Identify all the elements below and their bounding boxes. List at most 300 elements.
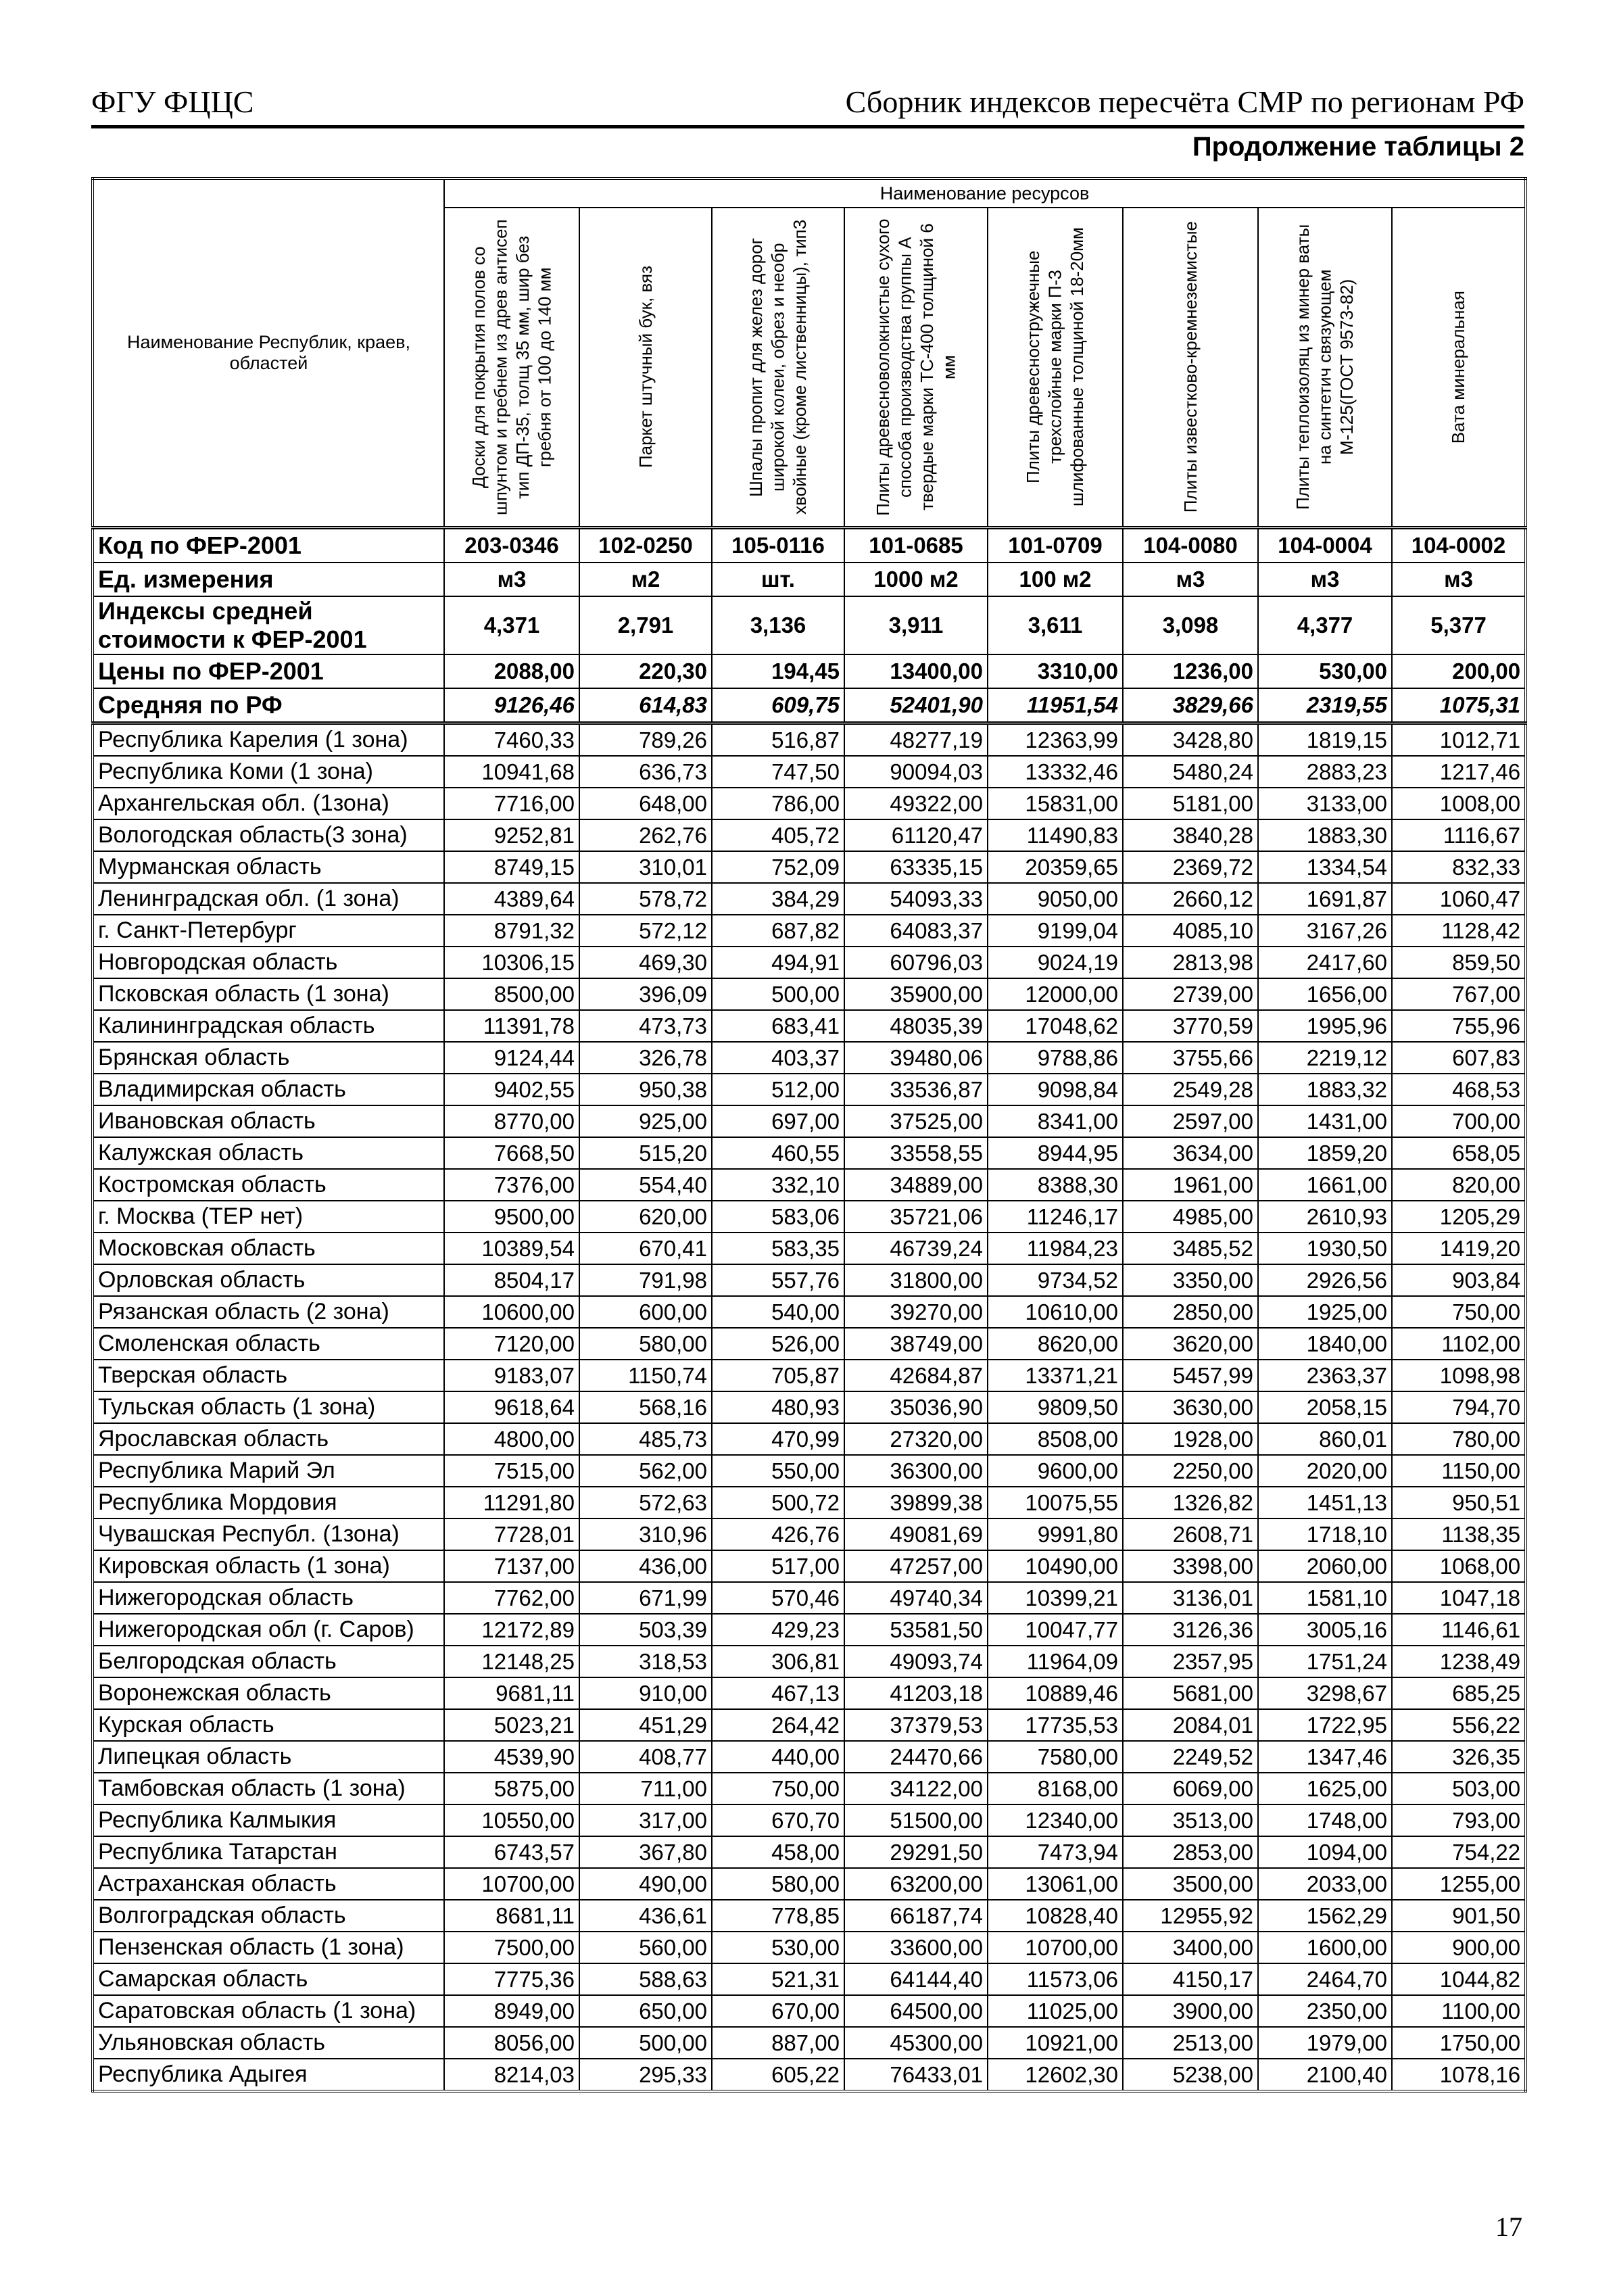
- price-cell: 8949,00: [444, 1995, 579, 2027]
- price-cell: 10828,40: [988, 1900, 1123, 1932]
- price-cell: 7500,00: [444, 1932, 579, 1963]
- table-row: [93, 1391, 1526, 1423]
- price-cell: 49740,34: [844, 1582, 988, 1614]
- price-cell: 10700,00: [444, 1868, 579, 1900]
- price-cell: 10306,15: [444, 947, 579, 978]
- price-cell: 1068,00: [1392, 1550, 1526, 1582]
- price-cell: 789,26: [579, 723, 712, 757]
- price-cell: 903,84: [1392, 1264, 1526, 1296]
- price-cell: 11964,09: [988, 1646, 1123, 1677]
- column-header-text: Плиты древесностружечные трехслойные марки П-3 шлифованные толщиной 18-20мм: [1023, 227, 1088, 507]
- price-cell: 10610,00: [988, 1296, 1123, 1328]
- table-row: [93, 2027, 1526, 2059]
- region-name: Кировская область (1 зона): [93, 1550, 444, 1582]
- price-cell: 2369,72: [1123, 851, 1258, 883]
- price-cell: 3136,01: [1123, 1582, 1258, 1614]
- price-cell: 3298,67: [1258, 1677, 1392, 1709]
- price-cell: 3900,00: [1123, 1995, 1258, 2027]
- price-cell: 76433,01: [844, 2059, 988, 2091]
- price-cell: 45300,00: [844, 2027, 988, 2059]
- price-cell: 3630,00: [1123, 1391, 1258, 1423]
- price-cell: 39480,06: [844, 1042, 988, 1074]
- table-row: [93, 1296, 1526, 1328]
- price-cell: 2084,01: [1123, 1709, 1258, 1741]
- price-cell: 557,76: [712, 1264, 844, 1296]
- price-cell: 37525,00: [844, 1105, 988, 1137]
- price-cell: 887,00: [712, 2027, 844, 2059]
- price-cell: 460,55: [712, 1137, 844, 1169]
- price-cell: 66187,74: [844, 1900, 988, 1932]
- price-cell: 747,50: [712, 756, 844, 788]
- price-cell: 3634,00: [1123, 1137, 1258, 1169]
- region-name: Владимирская область: [93, 1074, 444, 1105]
- region-name: Калужская область: [93, 1137, 444, 1169]
- region-name: Самарская область: [93, 1963, 444, 1995]
- summary-label: Код по ФЕР-2001: [93, 528, 444, 563]
- table-row: [93, 1804, 1526, 1836]
- price-cell: 1979,00: [1258, 2027, 1392, 2059]
- price-cell: 683,41: [712, 1010, 844, 1042]
- price-cell: 750,00: [712, 1773, 844, 1804]
- header-organization: ФГУ ФЦЦС: [91, 85, 254, 119]
- summary-label: Ед. измерения: [93, 563, 444, 596]
- price-cell: 4985,00: [1123, 1201, 1258, 1233]
- price-cell: 4389,64: [444, 883, 579, 915]
- price-cell: 500,72: [712, 1487, 844, 1518]
- price-cell: 440,00: [712, 1741, 844, 1773]
- price-cell: 13371,21: [988, 1360, 1123, 1391]
- region-name: Республика Татарстан: [93, 1836, 444, 1868]
- price-cell: 500,00: [712, 978, 844, 1010]
- summary-label: Средняя по РФ: [93, 688, 444, 723]
- price-cell: 317,00: [579, 1804, 712, 1836]
- table-row: [93, 1550, 1526, 1582]
- price-cell: 2853,00: [1123, 1836, 1258, 1868]
- price-cell: 12602,30: [988, 2059, 1123, 2091]
- price-cell: 1600,00: [1258, 1932, 1392, 1963]
- price-cell: 1819,15: [1258, 723, 1392, 757]
- price-cell: 35036,90: [844, 1391, 988, 1423]
- region-name: Смоленская область: [93, 1328, 444, 1360]
- price-cell: 49322,00: [844, 788, 988, 819]
- summary-cell: 2088,00: [444, 654, 579, 688]
- region-name: Чувашская Республ. (1зона): [93, 1518, 444, 1550]
- price-cell: 4150,17: [1123, 1963, 1258, 1995]
- price-cell: 470,99: [712, 1423, 844, 1455]
- price-cell: 5457,99: [1123, 1360, 1258, 1391]
- price-cell: 3770,59: [1123, 1010, 1258, 1042]
- table-row: [93, 756, 1526, 788]
- table-row: [93, 915, 1526, 947]
- price-cell: 35721,06: [844, 1201, 988, 1233]
- column-header: [1258, 208, 1392, 528]
- price-cell: 33558,55: [844, 1137, 988, 1169]
- table-row: [93, 978, 1526, 1010]
- summary-cell: 102-0250: [579, 528, 712, 563]
- price-cell: 9183,07: [444, 1360, 579, 1391]
- price-cell: 4085,10: [1123, 915, 1258, 947]
- price-cell: 670,41: [579, 1233, 712, 1264]
- price-cell: 473,73: [579, 1010, 712, 1042]
- price-cell: 859,50: [1392, 947, 1526, 978]
- price-cell: 1840,00: [1258, 1328, 1392, 1360]
- table-row: [93, 1995, 1526, 2027]
- price-cell: 1255,00: [1392, 1868, 1526, 1900]
- summary-cell: м3: [444, 563, 579, 596]
- price-cell: 7376,00: [444, 1169, 579, 1201]
- region-name: Калининградская область: [93, 1010, 444, 1042]
- summary-cell: 2,791: [579, 596, 712, 654]
- price-cell: 405,72: [712, 819, 844, 851]
- price-cell: 6069,00: [1123, 1773, 1258, 1804]
- price-cell: 7473,94: [988, 1836, 1123, 1868]
- price-cell: 429,23: [712, 1614, 844, 1646]
- price-cell: 512,00: [712, 1074, 844, 1105]
- price-cell: 37379,53: [844, 1709, 988, 1741]
- price-cell: 1722,95: [1258, 1709, 1392, 1741]
- price-cell: 570,46: [712, 1582, 844, 1614]
- price-cell: 526,00: [712, 1328, 844, 1360]
- price-cell: 658,05: [1392, 1137, 1526, 1169]
- column-header-text: Вата минеральная: [1448, 290, 1469, 444]
- price-cell: 2219,12: [1258, 1042, 1392, 1074]
- region-name: Московская область: [93, 1233, 444, 1264]
- price-cell: 8341,00: [988, 1105, 1123, 1137]
- price-cell: 264,42: [712, 1709, 844, 1741]
- summary-cell: 3310,00: [988, 654, 1123, 688]
- column-header-text: Плиты древесноволокнистые сухого способа производства группы А твердые марки ТС-400 толщиной 6 мм: [873, 218, 959, 516]
- column-header-text: Плиты теплоизоляц из минер ваты на синтетич связующем М-125(ГОСТ 9573-82): [1293, 224, 1357, 510]
- region-name: Псковская область (1 зона): [93, 978, 444, 1010]
- price-cell: 580,00: [712, 1868, 844, 1900]
- price-cell: 11246,17: [988, 1201, 1123, 1233]
- price-cell: 12000,00: [988, 978, 1123, 1010]
- header-title: Сборник индексов пересчёта СМР по регионам РФ: [845, 85, 1524, 119]
- price-cell: 3398,00: [1123, 1550, 1258, 1582]
- table-row: [93, 788, 1526, 819]
- table-row: [93, 1137, 1526, 1169]
- price-cell: 521,31: [712, 1963, 844, 1995]
- price-cell: 10550,00: [444, 1804, 579, 1836]
- price-cell: 39270,00: [844, 1296, 988, 1328]
- price-cell: 8944,95: [988, 1137, 1123, 1169]
- price-cell: 650,00: [579, 1995, 712, 2027]
- price-cell: 578,72: [579, 883, 712, 915]
- price-cell: 490,00: [579, 1868, 712, 1900]
- price-cell: 34889,00: [844, 1169, 988, 1201]
- region-name: Костромская область: [93, 1169, 444, 1201]
- price-cell: 605,22: [712, 2059, 844, 2091]
- price-cell: 20359,65: [988, 851, 1123, 883]
- price-cell: 8214,03: [444, 2059, 579, 2091]
- table-row: [93, 1233, 1526, 1264]
- price-cell: 494,91: [712, 947, 844, 978]
- price-cell: 3755,66: [1123, 1042, 1258, 1074]
- price-cell: 1205,29: [1392, 1201, 1526, 1233]
- table-row: [93, 1201, 1526, 1233]
- summary-cell: м2: [579, 563, 712, 596]
- price-cell: 5181,00: [1123, 788, 1258, 819]
- price-cell: 64144,40: [844, 1963, 988, 1995]
- price-cell: 950,51: [1392, 1487, 1526, 1518]
- price-cell: 600,00: [579, 1296, 712, 1328]
- price-cell: 326,78: [579, 1042, 712, 1074]
- price-cell: 24470,66: [844, 1741, 988, 1773]
- table-row: [93, 723, 1526, 757]
- price-cell: 1883,32: [1258, 1074, 1392, 1105]
- price-cell: 310,96: [579, 1518, 712, 1550]
- price-cell: 1581,10: [1258, 1582, 1392, 1614]
- price-cell: 1044,82: [1392, 1963, 1526, 1995]
- summary-cell: 13400,00: [844, 654, 988, 688]
- price-cell: 8681,11: [444, 1900, 579, 1932]
- price-cell: 485,73: [579, 1423, 712, 1455]
- price-cell: 1047,18: [1392, 1582, 1526, 1614]
- summary-cell: 2319,55: [1258, 688, 1392, 723]
- summary-cell: 3,611: [988, 596, 1123, 654]
- summary-cell: шт.: [712, 563, 844, 596]
- price-cell: 3350,00: [1123, 1264, 1258, 1296]
- price-cell: 64500,00: [844, 1995, 988, 2027]
- price-cell: 2100,40: [1258, 2059, 1392, 2091]
- table-row: [93, 2059, 1526, 2091]
- summary-cell: 1000 м2: [844, 563, 988, 596]
- region-name: Республика Коми (1 зона): [93, 756, 444, 788]
- price-cell: 2357,95: [1123, 1646, 1258, 1677]
- price-cell: 13061,00: [988, 1868, 1123, 1900]
- corner-header: Наименование Республик, краев, областей: [93, 178, 444, 528]
- price-cell: 3428,80: [1123, 723, 1258, 757]
- region-name: Республика Адыгея: [93, 2059, 444, 2091]
- price-cell: 426,76: [712, 1518, 844, 1550]
- price-cell: 9199,04: [988, 915, 1123, 947]
- price-cell: 11391,78: [444, 1010, 579, 1042]
- price-cell: 332,10: [712, 1169, 844, 1201]
- price-cell: 8749,15: [444, 851, 579, 883]
- price-cell: 2660,12: [1123, 883, 1258, 915]
- price-cell: 9252,81: [444, 819, 579, 851]
- price-cell: 2883,23: [1258, 756, 1392, 788]
- price-cell: 697,00: [712, 1105, 844, 1137]
- region-name: Мурманская область: [93, 851, 444, 883]
- price-cell: 1451,13: [1258, 1487, 1392, 1518]
- price-cell: 7120,00: [444, 1328, 579, 1360]
- price-cell: 1661,00: [1258, 1169, 1392, 1201]
- column-header: [1392, 208, 1526, 528]
- price-cell: 458,00: [712, 1836, 844, 1868]
- summary-cell: 203-0346: [444, 528, 579, 563]
- price-cell: 1094,00: [1258, 1836, 1392, 1868]
- summary-row-code: [93, 528, 1526, 563]
- price-cell: 11291,80: [444, 1487, 579, 1518]
- price-cell: 901,50: [1392, 1900, 1526, 1932]
- price-cell: 480,93: [712, 1391, 844, 1423]
- price-cell: 607,83: [1392, 1042, 1526, 1074]
- column-header-text: Паркет штучный бук, вяз: [635, 266, 656, 469]
- price-cell: 7580,00: [988, 1741, 1123, 1773]
- price-cell: 90094,03: [844, 756, 988, 788]
- region-name: Республика Марий Эл: [93, 1455, 444, 1487]
- price-cell: 517,00: [712, 1550, 844, 1582]
- price-cell: 10600,00: [444, 1296, 579, 1328]
- price-cell: 1146,61: [1392, 1614, 1526, 1646]
- region-name: Ивановская область: [93, 1105, 444, 1137]
- price-cell: 33600,00: [844, 1932, 988, 1963]
- price-cell: 9618,64: [444, 1391, 579, 1423]
- price-cell: 53581,50: [844, 1614, 988, 1646]
- region-name: Ленинградская обл. (1 зона): [93, 883, 444, 915]
- price-cell: 9788,86: [988, 1042, 1123, 1074]
- price-cell: 3840,28: [1123, 819, 1258, 851]
- price-cell: 61120,47: [844, 819, 988, 851]
- price-cell: 64083,37: [844, 915, 988, 947]
- price-cell: 8500,00: [444, 978, 579, 1010]
- price-cell: 791,98: [579, 1264, 712, 1296]
- summary-cell: 104-0002: [1392, 528, 1526, 563]
- column-header: [579, 208, 712, 528]
- summary-cell: 104-0004: [1258, 528, 1392, 563]
- column-header: [1123, 208, 1258, 528]
- price-cell: 1656,00: [1258, 978, 1392, 1010]
- price-cell: 1008,00: [1392, 788, 1526, 819]
- table-row: [93, 1646, 1526, 1677]
- region-name: Рязанская область (2 зона): [93, 1296, 444, 1328]
- region-name: Брянская область: [93, 1042, 444, 1074]
- table-row: [93, 1868, 1526, 1900]
- summary-cell: 4,377: [1258, 596, 1392, 654]
- region-name: Астраханская область: [93, 1868, 444, 1900]
- price-cell: 7137,00: [444, 1550, 579, 1582]
- price-cell: 48277,19: [844, 723, 988, 757]
- summary-cell: 105-0116: [712, 528, 844, 563]
- price-cell: 3133,00: [1258, 788, 1392, 819]
- price-cell: 3400,00: [1123, 1932, 1258, 1963]
- price-cell: 950,38: [579, 1074, 712, 1105]
- summary-cell: 3829,66: [1123, 688, 1258, 723]
- price-cell: 318,53: [579, 1646, 712, 1677]
- price-cell: 9681,11: [444, 1677, 579, 1709]
- table-row: [93, 1677, 1526, 1709]
- price-cell: 515,20: [579, 1137, 712, 1169]
- price-cell: 1326,82: [1123, 1487, 1258, 1518]
- region-name: Нижегородская обл (г. Саров): [93, 1614, 444, 1646]
- price-cell: 700,00: [1392, 1105, 1526, 1137]
- price-cell: 3500,00: [1123, 1868, 1258, 1900]
- price-cell: 568,16: [579, 1391, 712, 1423]
- price-cell: 54093,33: [844, 883, 988, 915]
- price-cell: 670,00: [712, 1995, 844, 2027]
- price-cell: 13332,46: [988, 756, 1123, 788]
- price-cell: 8388,30: [988, 1169, 1123, 1201]
- table-row: [93, 1900, 1526, 1932]
- price-cell: 12340,00: [988, 1804, 1123, 1836]
- price-cell: 2464,70: [1258, 1963, 1392, 1995]
- region-name: Саратовская область (1 зона): [93, 1995, 444, 2027]
- price-cell: 752,09: [712, 851, 844, 883]
- price-cell: 49093,74: [844, 1646, 988, 1677]
- price-cell: 11025,00: [988, 1995, 1123, 2027]
- price-cell: 2597,00: [1123, 1105, 1258, 1137]
- price-cell: 687,82: [712, 915, 844, 947]
- price-cell: 636,73: [579, 756, 712, 788]
- region-name: Архангельская обл. (1зона): [93, 788, 444, 819]
- price-cell: 755,96: [1392, 1010, 1526, 1042]
- summary-label: Цены по ФЕР-2001: [93, 654, 444, 688]
- price-cell: 670,70: [712, 1804, 844, 1836]
- price-cell: 17048,62: [988, 1010, 1123, 1042]
- price-cell: 2513,00: [1123, 2027, 1258, 2059]
- price-cell: 3620,00: [1123, 1328, 1258, 1360]
- price-cell: 10047,77: [988, 1614, 1123, 1646]
- price-cell: 367,80: [579, 1836, 712, 1868]
- price-cell: 1925,00: [1258, 1296, 1392, 1328]
- price-cell: 900,00: [1392, 1932, 1526, 1963]
- summary-cell: 101-0685: [844, 528, 988, 563]
- price-cell: 436,61: [579, 1900, 712, 1932]
- price-cell: 1150,74: [579, 1360, 712, 1391]
- price-cell: 8791,32: [444, 915, 579, 947]
- region-name: Липецкая область: [93, 1741, 444, 1773]
- price-cell: 29291,50: [844, 1836, 988, 1868]
- price-cell: 794,70: [1392, 1391, 1526, 1423]
- table-row: [93, 1709, 1526, 1741]
- price-cell: 27320,00: [844, 1423, 988, 1455]
- price-cell: 503,39: [579, 1614, 712, 1646]
- price-cell: 408,77: [579, 1741, 712, 1773]
- price-cell: 1748,00: [1258, 1804, 1392, 1836]
- summary-cell: 194,45: [712, 654, 844, 688]
- region-name: Курская область: [93, 1709, 444, 1741]
- summary-label: Индексы средней стоимости к ФЕР-2001: [93, 596, 444, 654]
- price-cell: 1859,20: [1258, 1137, 1392, 1169]
- region-index-table: [91, 177, 1527, 2092]
- column-header: [712, 208, 844, 528]
- price-cell: 1334,54: [1258, 851, 1392, 883]
- price-cell: 467,13: [712, 1677, 844, 1709]
- price-cell: 1238,49: [1392, 1646, 1526, 1677]
- region-name: Орловская область: [93, 1264, 444, 1296]
- price-cell: 2610,93: [1258, 1201, 1392, 1233]
- price-cell: 384,29: [712, 883, 844, 915]
- price-cell: 295,33: [579, 2059, 712, 2091]
- price-cell: 51500,00: [844, 1804, 988, 1836]
- price-cell: 685,25: [1392, 1677, 1526, 1709]
- column-header: [844, 208, 988, 528]
- price-cell: 530,00: [712, 1932, 844, 1963]
- price-cell: 705,87: [712, 1360, 844, 1391]
- price-cell: 7716,00: [444, 788, 579, 819]
- price-cell: 63335,15: [844, 851, 988, 883]
- price-cell: 49081,69: [844, 1518, 988, 1550]
- price-cell: 11490,83: [988, 819, 1123, 851]
- price-cell: 583,35: [712, 1233, 844, 1264]
- price-cell: 793,00: [1392, 1804, 1526, 1836]
- price-cell: 10700,00: [988, 1932, 1123, 1963]
- summary-cell: 5,377: [1392, 596, 1526, 654]
- summary-cell: м3: [1392, 563, 1526, 596]
- price-cell: 12955,92: [1123, 1900, 1258, 1932]
- summary-row-price: [93, 654, 1526, 688]
- price-cell: 8770,00: [444, 1105, 579, 1137]
- price-cell: 7762,00: [444, 1582, 579, 1614]
- summary-cell: 52401,90: [844, 688, 988, 723]
- price-cell: 1750,00: [1392, 2027, 1526, 2059]
- price-cell: 648,00: [579, 788, 712, 819]
- region-name: Новгородская область: [93, 947, 444, 978]
- summary-row-unit: [93, 563, 1526, 596]
- price-cell: 34122,00: [844, 1773, 988, 1804]
- price-cell: 3005,16: [1258, 1614, 1392, 1646]
